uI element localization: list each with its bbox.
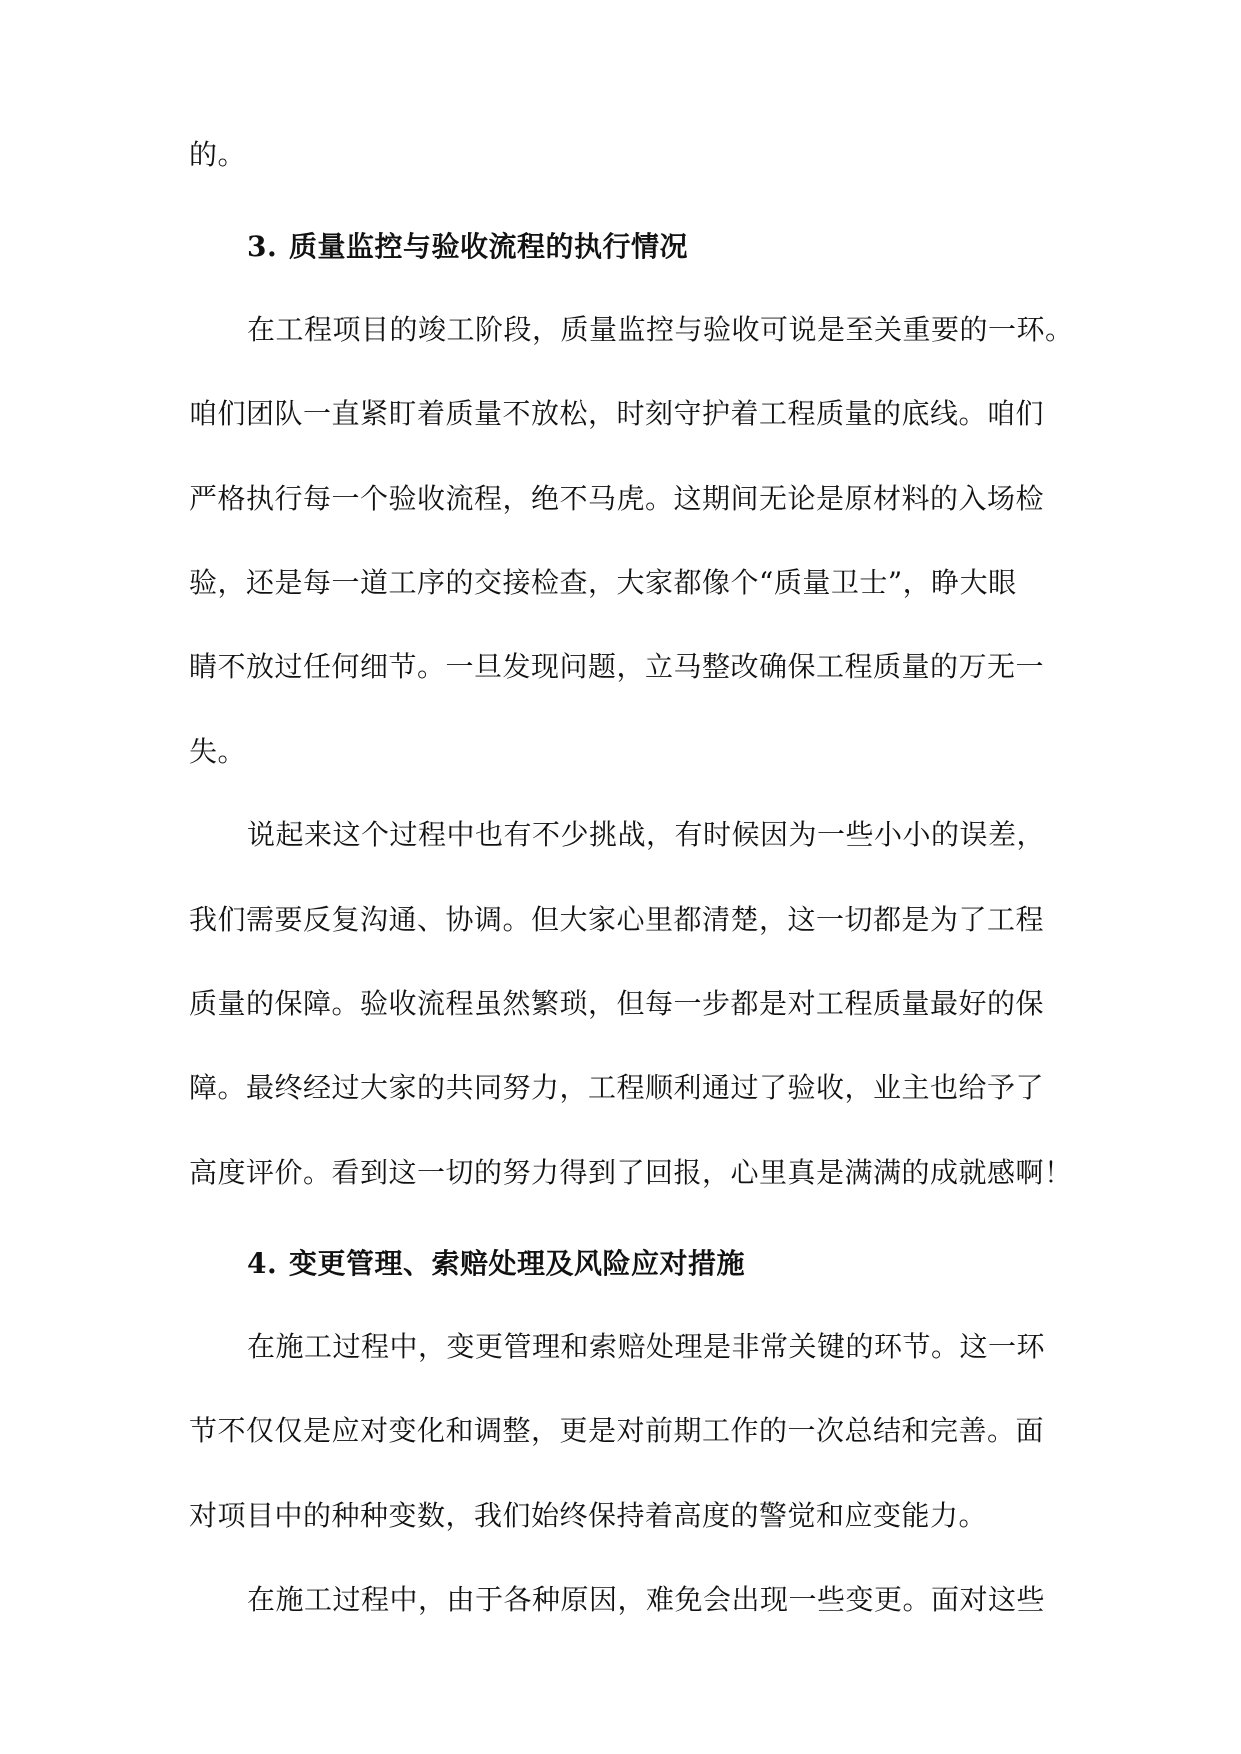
paragraph-line: 质量的保障。验收流程虽然繁琐，但每一步都是对工程质量最好的保 xyxy=(189,987,1045,1020)
paragraph-line: 严格执行每一个验收流程，绝不马虎。这期间无论是原材料的入场检 xyxy=(189,482,1045,515)
paragraph-line: 在工程项目的竣工阶段，质量监控与验收可说是至关重要的一环。 xyxy=(247,313,1074,346)
paragraph-line: 睛不放过任何细节。一旦发现问题，立马整改确保工程质量的万无一 xyxy=(189,650,1045,683)
section-number: 3. xyxy=(247,230,278,263)
section-heading-4 xyxy=(247,1246,745,1282)
paragraph-line: 验，还是每一道工序的交接检查，大家都像个“质量卫士”，睁大眼 xyxy=(189,566,1017,599)
paragraph-line: 的。 xyxy=(189,138,247,171)
paragraph-line: 高度评价。看到这一切的努力得到了回报，心里真是满满的成就感啊！ xyxy=(189,1156,1073,1189)
section-heading-3 xyxy=(247,229,688,265)
paragraph-line: 节不仅仅是应对变化和调整，更是对前期工作的一次总结和完善。面 xyxy=(189,1414,1045,1447)
paragraph-line: 在施工过程中，变更管理和索赔处理是非常关键的环节。这一环 xyxy=(247,1330,1046,1363)
section-title: 变更管理、索赔处理及风险应对措施 xyxy=(289,1247,746,1280)
paragraph-line: 障。最终经过大家的共同努力，工程顺利通过了验收，业主也给予了 xyxy=(189,1071,1045,1104)
paragraph-line: 在施工过程中，由于各种原因，难免会出现一些变更。面对这些 xyxy=(247,1583,1046,1616)
paragraph-line: 我们需要反复沟通、协调。但大家心里都清楚，这一切都是为了工程 xyxy=(189,903,1045,936)
section-number: 4. xyxy=(247,1247,278,1280)
section-title: 质量监控与验收流程的执行情况 xyxy=(289,230,689,263)
paragraph-line: 失。 xyxy=(189,735,247,768)
paragraph-line: 咱们团队一直紧盯着质量不放松，时刻守护着工程质量的底线。咱们 xyxy=(189,397,1045,430)
paragraph-line: 对项目中的种种变数，我们始终保持着高度的警觉和应变能力。 xyxy=(189,1499,988,1532)
paragraph-line: 说起来这个过程中也有不少挑战，有时候因为一些小小的误差， xyxy=(247,818,1046,851)
